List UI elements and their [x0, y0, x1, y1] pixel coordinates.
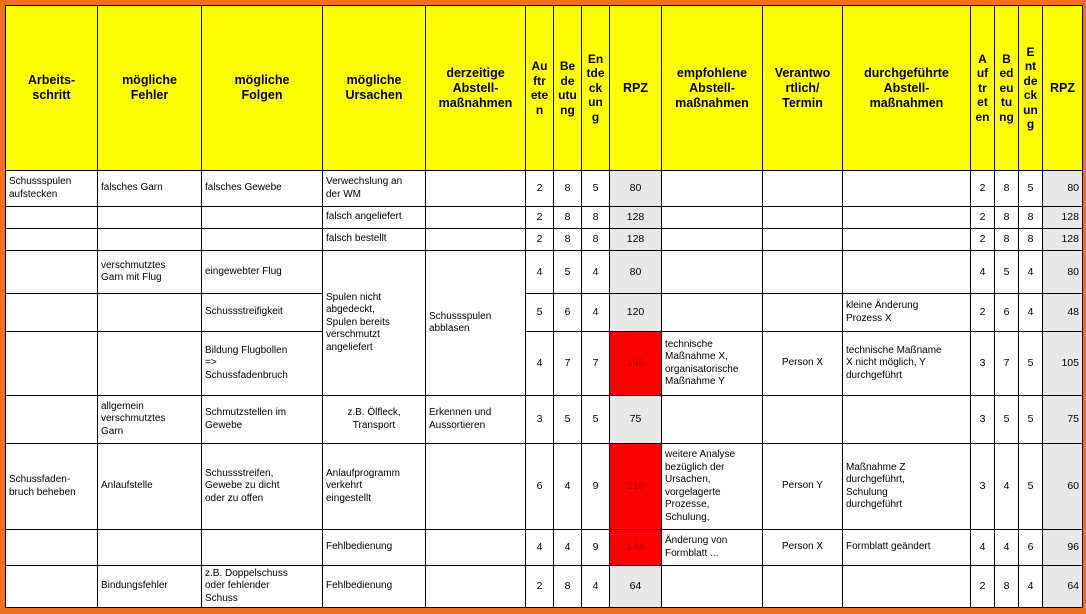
- cell-bedeutung: 7: [554, 332, 582, 396]
- cell-empfohlen: weitere Analyse bezüglich der Ursachen, vorgelagerte Prozesse, Schulung,: [662, 444, 763, 530]
- cell-massnahme: Erkennen und Aussortieren: [426, 396, 526, 444]
- cell-auftreten: 6: [526, 444, 554, 530]
- cell-entdeckung-2: 5: [1019, 444, 1043, 530]
- cell-durchgefuehrt: Maßnahme Z durchgeführt, Schulung durchgeführt: [843, 444, 971, 530]
- cell-empfohlen: [662, 294, 763, 332]
- cell-verantwortlich: [763, 207, 843, 229]
- cell-bedeutung: 8: [554, 566, 582, 608]
- cell-entdeckung: 9: [582, 530, 610, 566]
- cell-schritt: [6, 566, 98, 608]
- cell-rpz: 64: [610, 566, 662, 608]
- cell-verantwortlich: Person X: [763, 332, 843, 396]
- cell-bedeutung-2: 8: [995, 566, 1019, 608]
- cell-bedeutung: 5: [554, 396, 582, 444]
- cell-folge: [202, 229, 323, 251]
- cell-rpz-2: 80: [1043, 171, 1083, 207]
- cell-entdeckung: 4: [582, 251, 610, 294]
- cell-auftreten-2: 3: [971, 396, 995, 444]
- cell-entdeckung: 5: [582, 171, 610, 207]
- header-ursachen: mögliche Ursachen: [323, 6, 426, 171]
- cell-ursache: Fehlbedienung: [323, 530, 426, 566]
- cell-folge: Schmutzstellen im Gewebe: [202, 396, 323, 444]
- cell-schritt: [6, 332, 98, 396]
- cell-auftreten-2: 3: [971, 332, 995, 396]
- cell-entdeckung: 7: [582, 332, 610, 396]
- cell-rpz-2: 48: [1043, 294, 1083, 332]
- header-bedeutung-2: Bedeutung: [995, 6, 1019, 171]
- table-row: [6, 207, 1083, 229]
- cell-verantwortlich: [763, 566, 843, 608]
- cell-verantwortlich: Person Y: [763, 444, 843, 530]
- cell-entdeckung: 4: [582, 294, 610, 332]
- cell-rpz-critical: 144: [610, 530, 662, 566]
- table-row: [6, 396, 1083, 444]
- cell-entdeckung: 8: [582, 207, 610, 229]
- cell-auftreten-2: 2: [971, 171, 995, 207]
- cell-rpz: 120: [610, 294, 662, 332]
- cell-schritt: [6, 229, 98, 251]
- cell-bedeutung-2: 5: [995, 396, 1019, 444]
- cell-durchgefuehrt: [843, 229, 971, 251]
- header-fehler: mögliche Fehler: [98, 6, 202, 171]
- cell-rpz-2: 80: [1043, 251, 1083, 294]
- cell-auftreten: 2: [526, 566, 554, 608]
- header-bedeutung: Bedeutung: [554, 6, 582, 171]
- cell-auftreten: 4: [526, 530, 554, 566]
- cell-auftreten-2: 4: [971, 251, 995, 294]
- table-row: [6, 332, 1083, 396]
- cell-auftreten: 2: [526, 171, 554, 207]
- header-auftreten-2: Auftreten: [971, 6, 995, 171]
- cell-rpz-2: 128: [1043, 229, 1083, 251]
- cell-fehler: [98, 294, 202, 332]
- cell-empfohlen: [662, 566, 763, 608]
- cell-bedeutung-2: 5: [995, 251, 1019, 294]
- cell-bedeutung-2: 4: [995, 530, 1019, 566]
- cell-folge: [202, 530, 323, 566]
- cell-entdeckung-2: 5: [1019, 171, 1043, 207]
- cell-entdeckung-2: 5: [1019, 396, 1043, 444]
- cell-entdeckung-2: 5: [1019, 332, 1043, 396]
- header-arbeitsschritt: Arbeits- schritt: [6, 6, 98, 171]
- cell-auftreten: 2: [526, 229, 554, 251]
- cell-rpz-2: 75: [1043, 396, 1083, 444]
- cell-bedeutung: 6: [554, 294, 582, 332]
- cell-verantwortlich: [763, 294, 843, 332]
- cell-bedeutung-2: 7: [995, 332, 1019, 396]
- cell-durchgefuehrt: [843, 566, 971, 608]
- cell-fehler: allgemein verschmutztes Garn: [98, 396, 202, 444]
- cell-bedeutung-2: 8: [995, 229, 1019, 251]
- header-folgen: mögliche Folgen: [202, 6, 323, 171]
- cell-entdeckung-2: 8: [1019, 207, 1043, 229]
- cell-fehler: Bindungsfehler: [98, 566, 202, 608]
- cell-bedeutung-2: 8: [995, 171, 1019, 207]
- header-empfohlen: empfohlene Abstell- maßnahmen: [662, 6, 763, 171]
- cell-fehler: [98, 530, 202, 566]
- cell-fehler: falsches Garn: [98, 171, 202, 207]
- cell-folge: eingewebter Flug: [202, 251, 323, 294]
- cell-entdeckung: 5: [582, 396, 610, 444]
- cell-verantwortlich: Person X: [763, 530, 843, 566]
- cell-ursache: falsch bestellt: [323, 229, 426, 251]
- cell-auftreten: 5: [526, 294, 554, 332]
- cell-rpz: 128: [610, 229, 662, 251]
- cell-schritt: Schussfaden- bruch beheben: [6, 444, 98, 530]
- cell-verantwortlich: [763, 229, 843, 251]
- cell-bedeutung: 8: [554, 229, 582, 251]
- cell-schritt: [6, 396, 98, 444]
- header-durchgefuehrt: durchgeführte Abstell- maßnahmen: [843, 6, 971, 171]
- cell-ursache: Fehlbedienung: [323, 566, 426, 608]
- cell-ursache: falsch angeliefert: [323, 207, 426, 229]
- cell-schritt: [6, 207, 98, 229]
- header-rpz: RPZ: [610, 6, 662, 171]
- cell-verantwortlich: [763, 171, 843, 207]
- cell-ursache: Anlaufprogramm verkehrt eingestellt: [323, 444, 426, 530]
- cell-rpz: 128: [610, 207, 662, 229]
- cell-rpz-2: 64: [1043, 566, 1083, 608]
- header-verantwortlich: Verantwo rtlich/ Termin: [763, 6, 843, 171]
- cell-rpz-critical: 196: [610, 332, 662, 396]
- cell-entdeckung-2: 8: [1019, 229, 1043, 251]
- cell-rpz-2: 96: [1043, 530, 1083, 566]
- cell-massnahme: [426, 444, 526, 530]
- cell-auftreten-2: 2: [971, 229, 995, 251]
- cell-empfohlen: Änderung von Formblatt ...: [662, 530, 763, 566]
- cell-ursache: Verwechslung an der WM: [323, 171, 426, 207]
- cell-folge: z.B. Doppelschuss oder fehlender Schuss: [202, 566, 323, 608]
- cell-empfohlen: [662, 229, 763, 251]
- cell-durchgefuehrt: [843, 396, 971, 444]
- cell-massnahme: [426, 229, 526, 251]
- cell-durchgefuehrt: technische Maßname X nicht möglich, Y durchgeführt: [843, 332, 971, 396]
- cell-rpz-2: 128: [1043, 207, 1083, 229]
- cell-rpz: 80: [610, 171, 662, 207]
- cell-entdeckung-2: 4: [1019, 251, 1043, 294]
- cell-entdeckung-2: 6: [1019, 530, 1043, 566]
- cell-bedeutung-2: 4: [995, 444, 1019, 530]
- table-row: [6, 530, 1083, 566]
- cell-folge: Bildung Flugbollen => Schussfadenbruch: [202, 332, 323, 396]
- cell-fehler: Anlaufstelle: [98, 444, 202, 530]
- cell-schritt: [6, 251, 98, 294]
- cell-durchgefuehrt: kleine Änderung Prozess X: [843, 294, 971, 332]
- cell-auftreten-2: 2: [971, 566, 995, 608]
- header-row: [6, 6, 1083, 171]
- cell-auftreten: 2: [526, 207, 554, 229]
- cell-folge: falsches Gewebe: [202, 171, 323, 207]
- cell-entdeckung: 4: [582, 566, 610, 608]
- cell-entdeckung-2: 4: [1019, 294, 1043, 332]
- header-auftreten: Auftreten: [526, 6, 554, 171]
- cell-massnahme: [426, 566, 526, 608]
- cell-bedeutung: 4: [554, 530, 582, 566]
- cell-bedeutung: 5: [554, 251, 582, 294]
- cell-rpz: 80: [610, 251, 662, 294]
- cell-entdeckung-2: 4: [1019, 566, 1043, 608]
- cell-bedeutung: 4: [554, 444, 582, 530]
- table-row: [6, 566, 1083, 608]
- cell-rpz-2: 60: [1043, 444, 1083, 530]
- cell-folge: Schussstreifigkeit: [202, 294, 323, 332]
- cell-bedeutung-2: 8: [995, 207, 1019, 229]
- cell-entdeckung: 9: [582, 444, 610, 530]
- cell-entdeckung: 8: [582, 229, 610, 251]
- table-row: [6, 294, 1083, 332]
- header-entdeckung-2: Entdeckung: [1019, 6, 1043, 171]
- cell-fehler: [98, 332, 202, 396]
- cell-massnahme: [426, 171, 526, 207]
- cell-fehler: [98, 229, 202, 251]
- cell-durchgefuehrt: [843, 171, 971, 207]
- table-row: [6, 444, 1083, 530]
- cell-ursache-merged: Spulen nicht abgedeckt, Spulen bereits verschmutzt angeliefert: [323, 251, 426, 396]
- cell-bedeutung-2: 6: [995, 294, 1019, 332]
- cell-rpz-critical: 216: [610, 444, 662, 530]
- cell-verantwortlich: [763, 396, 843, 444]
- cell-fehler: verschmutztes Garn mit Flug: [98, 251, 202, 294]
- header-rpz-2: RPZ: [1043, 6, 1083, 171]
- cell-empfohlen: technische Maßnahme X, organisatorische Maßnahme Y: [662, 332, 763, 396]
- table-row: [6, 171, 1083, 207]
- cell-folge: [202, 207, 323, 229]
- cell-auftreten-2: 2: [971, 207, 995, 229]
- cell-bedeutung: 8: [554, 207, 582, 229]
- cell-auftreten-2: 2: [971, 294, 995, 332]
- fmea-table: [5, 5, 1083, 608]
- table-row: [6, 229, 1083, 251]
- cell-empfohlen: [662, 396, 763, 444]
- header-massnahmen: derzeitige Abstell- maßnahmen: [426, 6, 526, 171]
- cell-massnahme: [426, 207, 526, 229]
- cell-massnahme-merged: Schussspulen abblasen: [426, 251, 526, 396]
- cell-schritt: Schussspulen aufstecken: [6, 171, 98, 207]
- cell-empfohlen: [662, 251, 763, 294]
- table-row: [6, 251, 1083, 294]
- cell-auftreten-2: 3: [971, 444, 995, 530]
- cell-schritt: [6, 530, 98, 566]
- cell-durchgefuehrt: [843, 207, 971, 229]
- cell-massnahme: [426, 530, 526, 566]
- cell-ursache: z.B. Ölfleck, Transport: [323, 396, 426, 444]
- cell-fehler: [98, 207, 202, 229]
- cell-rpz: 75: [610, 396, 662, 444]
- header-entdeckung: Entdeckung: [582, 6, 610, 171]
- cell-empfohlen: [662, 207, 763, 229]
- cell-bedeutung: 8: [554, 171, 582, 207]
- cell-empfohlen: [662, 171, 763, 207]
- cell-folge: Schussstreifen, Gewebe zu dicht oder zu offen: [202, 444, 323, 530]
- cell-auftreten: 4: [526, 251, 554, 294]
- cell-rpz-2: 105: [1043, 332, 1083, 396]
- cell-durchgefuehrt: [843, 251, 971, 294]
- cell-auftreten: 3: [526, 396, 554, 444]
- cell-verantwortlich: [763, 251, 843, 294]
- cell-auftreten-2: 4: [971, 530, 995, 566]
- cell-auftreten: 4: [526, 332, 554, 396]
- cell-durchgefuehrt: Formblatt geändert: [843, 530, 971, 566]
- cell-schritt: [6, 294, 98, 332]
